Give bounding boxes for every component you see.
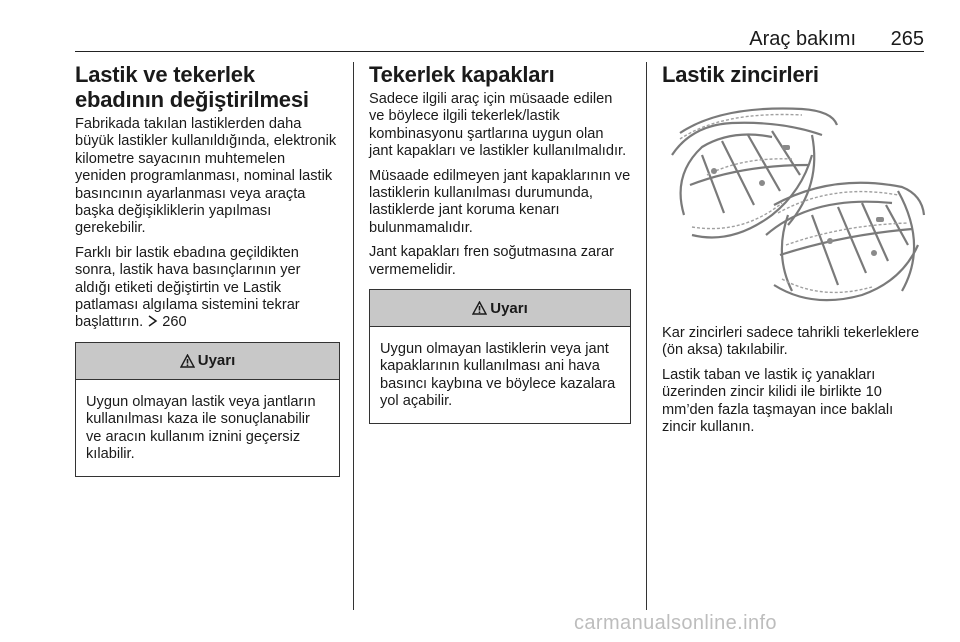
paragraph [75, 245, 340, 332]
section-heading: Lastik ve tekerlek ebadının değiştirilmesi [75, 62, 309, 112]
page-number: 265 [890, 28, 924, 50]
header-rule [75, 51, 924, 52]
paragraph: Sadece ilgili araç için müsaade edilen ve böylece ilgili tekerlek/lastik kombinasyonu şartlarına uygun olan jant kapakları ve lastikler kullanılmalıdır. [369, 91, 627, 160]
column-tire-size [75, 62, 340, 477]
page-reference-link[interactable]: 260 [162, 314, 187, 331]
paragraph-text: Farklı bir lastik ebadına geçildikten sonra, lastik hava basınçlarının yer aldığı etiketi değiştirtin ve Lastik patlaması algılama sistemini tekrar başlattırın. [75, 244, 301, 331]
section-heading: Tekerlek kapakları [369, 62, 555, 87]
paragraph: Lastik taban ve lastik iç yanakları üzerinden zincir kilidi ile birlikte 10 mm’den fazla taşmayan ince baklalı zincir kullanın. [662, 366, 894, 436]
section-title: Araç bakımı [749, 28, 856, 50]
watermark: carmanualsonline.info [574, 612, 777, 634]
warning-header [370, 290, 630, 327]
paragraph: Jant kapakları fren soğutmasına zarar vermemelidir. [369, 244, 614, 278]
warning-text: Uygun olmayan lastik veya jantların kullanılması kaza ile sonuçlanabilir ve aracın kullanım iznini geçersiz kılabilir. [86, 393, 316, 463]
warning-text: Uygun olmayan lastiklerin veya jant kapaklarının kullanılması ani hava basıncı kaybına ve böylece kazalara yol açabilir. [380, 341, 616, 410]
paragraph: Fabrikada takılan lastiklerden daha büyük lastikler kullanıldığında, elektronik kilometre sayacının muhtemelen yeniden programlanması, nominal lastik basıncının ayarlanması veya araçta başka değişikliklerin yapılması gerekebilir. [75, 116, 337, 237]
paragraph: Kar zincirleri sadece tahrikli tekerleklere (ön aksa) takılabilir. [662, 325, 920, 359]
column-wheel-covers [369, 62, 631, 424]
paragraph: Müsaade edilmeyen jant kapaklarının ve lastiklerin kullanılması durumunda, lastiklerde jant koruma kenarı bulunmamalıdır. [369, 167, 631, 236]
warning-triangle-icon [180, 354, 195, 368]
column-divider [353, 62, 354, 610]
reference-arrow-icon [147, 314, 158, 330]
warning-header [76, 343, 339, 380]
section-heading: Lastik zincirleri [662, 62, 819, 87]
warning-label: Uyarı [490, 299, 528, 317]
column-snow-chains [662, 62, 926, 443]
column-divider [646, 62, 647, 610]
warning-box [369, 289, 631, 424]
warning-box [75, 342, 340, 477]
warning-label: Uyarı [197, 352, 236, 370]
warning-triangle-icon [472, 301, 487, 315]
snow-chains-illustration [662, 95, 926, 311]
page-header [75, 20, 924, 50]
